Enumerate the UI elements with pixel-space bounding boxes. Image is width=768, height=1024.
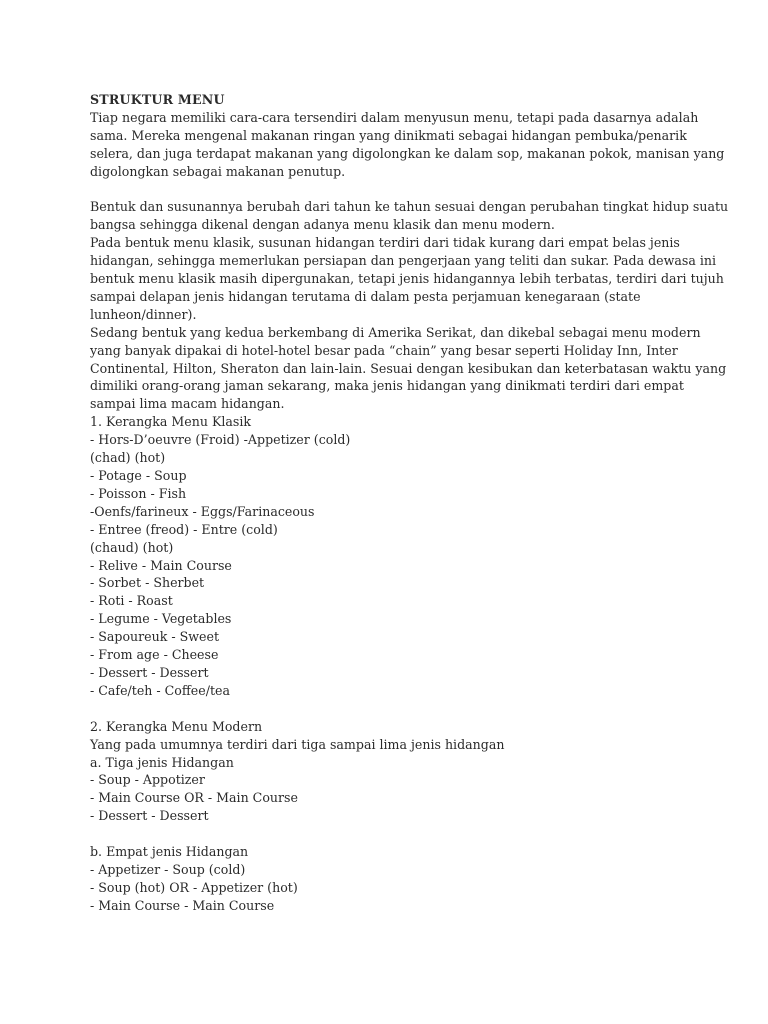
list-item: - Legume - Vegetables: [90, 611, 232, 627]
subsection-heading-empat: b. Empat jenis Hidangan: [90, 844, 249, 860]
intro-paragraph: Tiap negara memiliki cara-cara tersendiri dalam menyusun menu, tetapi pada dasarnya adalah sama. Mereka mengenal makanan ringan yang dinikmati sebagai hidangan pembuka/penarik selera, dan juga terdapat makanan yang digolongkan ke dalam sop, makanan pokok, manisan yang digolongkan sebagai makanan penutup.: [90, 109, 725, 179]
klasik-menu-list: [90, 431, 730, 700]
empat-jenis-list: [90, 861, 730, 915]
paragraph-menu-klasik: Pada bentuk menu klasik, susunan hidangan terdiri dari tidak kurang dari empat belas jenis hidangan, sehingga memerlukan persiapan dan pengerjaan yang teliti dan sukar. Pada dewasa ini bentuk menu klasik masih dipergunakan, tetapi jenis hidangannya lebih terbatas, terdiri dari tujuh sampai delapan jenis hidangan terutama di dalam pesta perjamuan kenegaraan (state lunheon/dinner).: [90, 235, 724, 322]
list-item: - Dessert - Dessert: [90, 664, 209, 680]
section-intro-modern: Yang pada umumnya terdiri dari tiga sampai lima jenis hidangan: [90, 736, 505, 752]
document-title: STRUKTUR MENU: [90, 92, 225, 107]
list-item: - Main Course OR - Main Course: [90, 790, 298, 806]
list-item: - Sorbet - Sherbet: [90, 575, 205, 591]
list-item: - Main Course - Main Course: [90, 897, 275, 913]
list-item: - From age - Cheese: [90, 647, 219, 663]
list-item: (chaud) (hot): [90, 539, 174, 555]
paragraph-menu-modern: Sedang bentuk yang kedua berkembang di Amerika Serikat, dan dikebal sebagai menu modern yang banyak dipakai di hotel-hotel besar pada “chain” yang besar seperti Holiday Inn, Inter Continental, Hilton, Sheraton dan lain-lain. Sesuai dengan kesibukan dan keterbatasan waktu yang dimiliki orang-orang jaman sekarang, maka jenis hidangan yang dinikmati terdiri dari empat sampai lima macam hidangan.: [90, 324, 727, 412]
list-item: - Potage - Soup: [90, 468, 187, 484]
list-item: (chad) (hot): [90, 450, 166, 466]
section-heading-klasik: 1. Kerangka Menu Klasik: [90, 414, 252, 430]
list-item: - Soup - Appotizer: [90, 772, 205, 788]
list-item: - Entree (freod) - Entre (cold): [90, 521, 278, 537]
list-item: - Sapoureuk - Sweet: [90, 629, 219, 645]
list-item: -Oenfs/farineux - Eggs/Farinaceous: [90, 503, 315, 519]
paragraph-gap: [90, 181, 730, 199]
list-item: - Relive - Main Course: [90, 557, 232, 573]
list-item: - Dessert - Dessert: [90, 808, 209, 824]
list-item: - Hors-D’oeuvre (Froid) -Appetizer (cold): [90, 432, 351, 448]
list-item: - Cafe/teh - Coffee/tea: [90, 682, 230, 698]
subsection-heading-tiga: a. Tiga jenis Hidangan: [90, 754, 234, 770]
paragraph-gap: [90, 700, 730, 718]
list-item: - Soup (hot) OR - Appetizer (hot): [90, 879, 298, 895]
list-item: - Roti - Roast: [90, 593, 173, 609]
list-item: - Poisson - Fish: [90, 485, 187, 501]
document-page: [90, 91, 730, 915]
paragraph-bentuk: Bentuk dan susunannya berubah dari tahun ke tahun sesuai dengan perubahan tingkat hidup suatu bangsa sehingga dikenal dengan adanya menu klasik dan menu modern.: [90, 199, 729, 233]
list-item: - Appetizer - Soup (cold): [90, 861, 246, 877]
section-heading-modern: 2. Kerangka Menu Modern: [90, 718, 263, 734]
paragraph-gap: [90, 825, 730, 843]
tiga-jenis-list: [90, 771, 730, 825]
